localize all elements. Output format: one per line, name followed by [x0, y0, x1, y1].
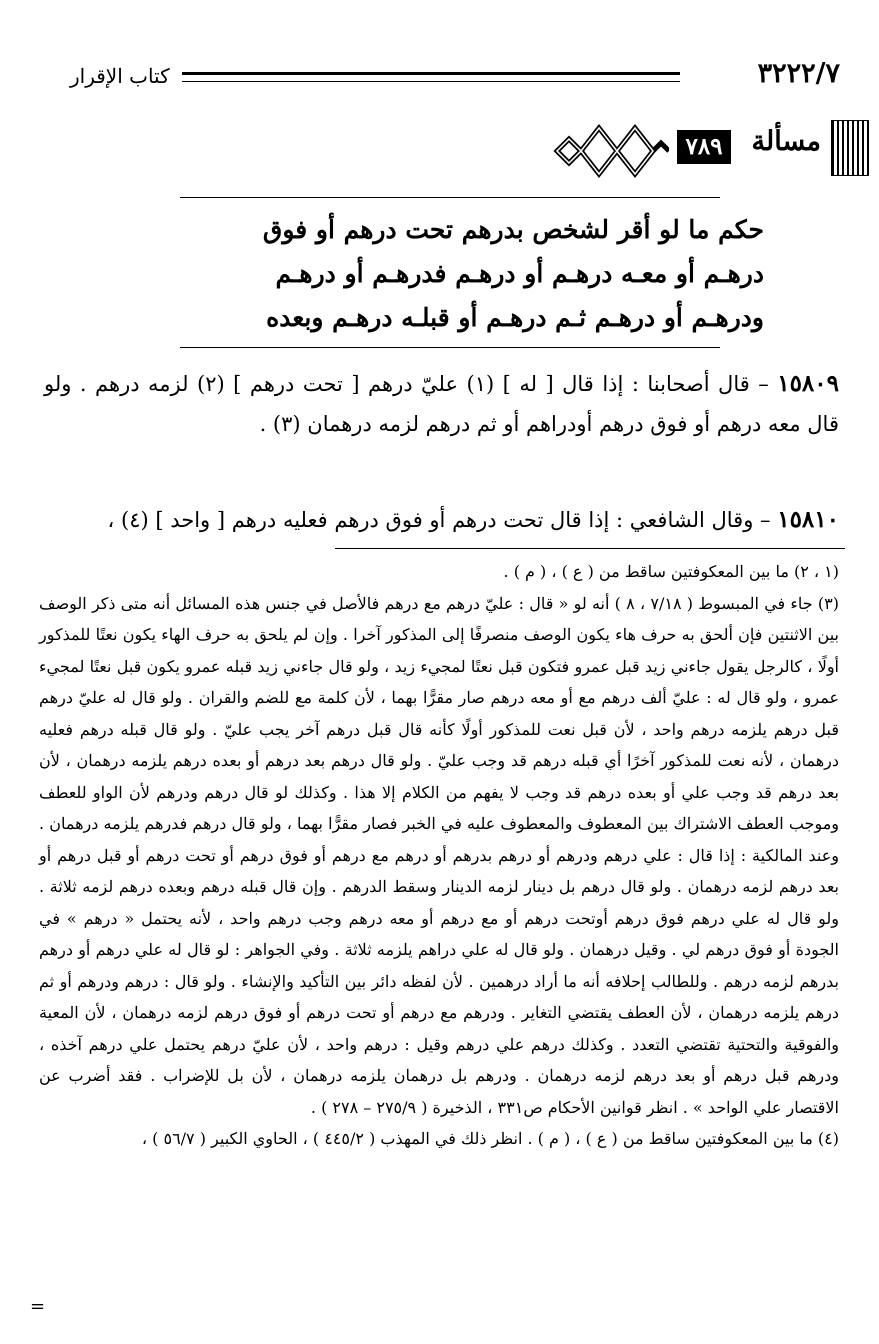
- footnotes: [39, 556, 839, 1155]
- hatch-ornament: [831, 120, 869, 176]
- continuation-mark: =: [30, 1296, 46, 1317]
- footnote: (٤) ما بين المعكوفتين ساقط من ( ع ) ، ( م ) . انظر ذلك في المهذب ( ٤٤٥/٢ ) ، الحاوي الكبير ( ٥٦/٧ ) ،: [141, 1129, 839, 1148]
- masala-label: مسألة: [751, 126, 821, 157]
- knot-ornament-icon: [549, 118, 669, 184]
- title-line: حكم ما لو أقر لشخص بدرهم تحت درهم أو فوق: [262, 215, 764, 244]
- page-number: ٣٢٢٢/٧: [757, 58, 840, 89]
- footnote-rule: [335, 548, 845, 549]
- title-bottom-rule: [180, 347, 720, 348]
- book-title: كتاب الإقرار: [70, 64, 170, 88]
- footnote: (١ ، ٢) ما بين المعكوفتين ساقط من ( ع ) ، ( م ) .: [503, 562, 839, 581]
- title-line: درهـم أو معـه درهـم أو درهـم فدرهـم أو درهـم: [275, 259, 764, 288]
- paragraph-15810: [44, 500, 839, 540]
- title-line: ودرهـم أو درهـم ثـم درهـم أو قبلـه درهـم وبعده: [266, 303, 764, 332]
- paragraph-15809: [44, 364, 839, 444]
- paragraph-number: ١٥٨١٠: [777, 506, 839, 533]
- running-header: [70, 58, 840, 98]
- masala-banner: [549, 118, 869, 186]
- title-top-rule: [180, 197, 720, 198]
- paragraph-text: – وقال الشافعي : إذا قال تحت درهم أو فوق درهم فعليه درهم [ واحد ] (٤) ،: [107, 508, 771, 532]
- header-rule: [182, 72, 680, 82]
- masala-number: ٧٨٩: [677, 130, 731, 164]
- footnote: (٣) جاء في المبسوط ( ٧/١٨ ، ٨ ) أنه لو « قال : عليّ درهم مع درهم فالأصل في جنس هذه المسائل أنه متى ذكر الوصف بين الاثنتين فإن ألحق به حرف هاء يكون الوصف منصرفًا إلى المذكور آخرا . وإن لم يلحق به حرف الهاء يكون نعتًا للمذكور أولًا ، كالرجل يقول جاءني زيد قبل عمرو فتكون قبل نعتًا لمجيء زيد ، ولو قال جاءني زيد قبله عمرو يكون قبل نعتًا لمجيء عمرو ، ولو قال له : عليّ ألف درهم مع أو معه درهم صار مقرًّا بهما ، لأن كلمة مع للضم والقران . ولو قال له عليّ درهم قبل درهم يلزمه درهم واحد ، لأن قبل نعت للمذكور أولًا كأنه قال قبل درهم آخر يجب عليّ . ولو قال قبله درهم فعليه درهمان ، لأنه نعت للمذكور آخرًا أي قبله درهم قد وجب عليّ . ولو قال درهم بعد درهم أو بعده درهم يلزمه درهمان ، لأن بعد درهم قد وجب علي أو بعده درهم قد وجب لا يفهم من الكلام إلا هذا . وكذلك لو قال درهم ودرهم لأن الواو للعطف وموجب العطف الاشتراك بين المعطوف والمعطوف عليه في الخبر فصار مقرًّا بهما ، ولو قال درهم فدرهم يلزمه درهمان . وعند المالكية : إذا قال : علي درهم ودرهم أو درهم بدرهم أو درهم مع درهم أو فوق درهم أو تحت درهم أو قبل درهم أو بعد درهم لزمه درهمان . ولو قال درهم بل دينار لزمه الدينار وسقط الدرهم . وإن قال قبله درهم وبعده درهم لزمه ثلاثة . ولو قال له علي درهم فوق درهم أوتحت درهم أو مع درهم أو معه درهم وجب درهم واحد ، لأنه يحتمل « درهم » في الجودة أو فوق درهم لي . وقيل درهمان . ولو قال له علي دراهم يلزمه ثلاثة . وفي الجواهر : لو قال له علي درهم أو درهم بدرهم لزمه درهم . وللطالب إحلافه أنه ما أراد درهمين . لأن لفظه دائر بين التأكيد والإنشاء . ولو قال : درهم ودرهم أو ثم درهم يلزمه درهمان ، لأن العطف يقتضي التغاير . ودرهم مع درهم أو تحت درهم أو فوق درهم لزمه درهمان ، لأن المعية والفوقية والتحتية تقتضي التعدد . وكذلك درهم علي درهم وقيل : درهم واحد ، لأن عليّ درهم يحتمل علي درهم آخذه ، ودرهم قبل درهم أو بعد درهم لزمه درهمان . ودرهم بل درهمان يلزمه درهمان ، لأن بل للإضراب . فقد أضرب عن الاقتصار علي الواحد » . انظر قوانين الأحكام ص٣٣١ ، الذخيرة ( ٢٧٥/٩ – ٢٧٨ ) .: [39, 593, 840, 1117]
- paragraph-text: – قال أصحابنا : إذا قال [ له ] (١) عليّ درهم [ تحت درهم ] (٢) لزمه درهم . ولو قال معه درهم أو فوق درهم أودراهم أو ثم درهم لزمه درهمان (٣) .: [44, 372, 839, 436]
- paragraph-number: ١٥٨٠٩: [777, 370, 839, 397]
- masala-title: [144, 208, 764, 340]
